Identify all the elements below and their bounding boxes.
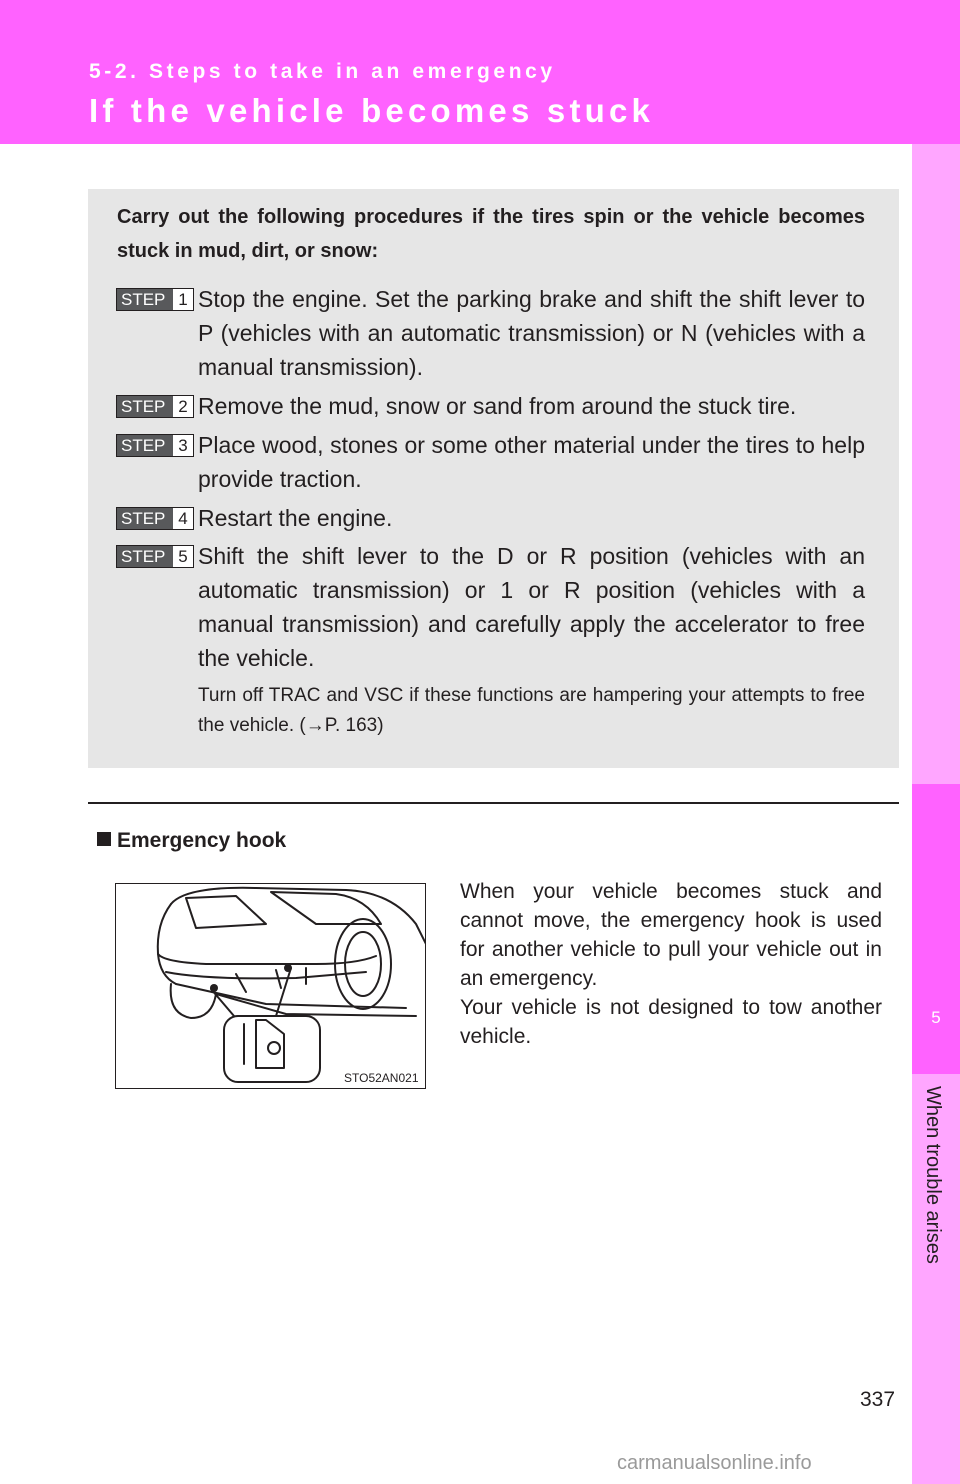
bullet-square-icon bbox=[97, 832, 111, 846]
subsection-heading bbox=[97, 829, 286, 853]
emergency-hook-description bbox=[460, 877, 882, 1051]
page-title: If the vehicle becomes stuck bbox=[89, 92, 655, 129]
description-paragraph: When your vehicle becomes stuck and cannot move, the emergency hook is used for another vehicle to pull your vehicle out in an emergency. bbox=[460, 880, 882, 990]
vehicle-underside-drawing bbox=[116, 884, 426, 1089]
subsection-heading-text: Emergency hook bbox=[117, 829, 287, 852]
step-number: 5 bbox=[173, 546, 193, 567]
watermark: carmanualsonline.info bbox=[617, 1452, 812, 1474]
step-text: Remove the mud, snow or sand from around the stuck tire. bbox=[198, 393, 797, 419]
step-badge bbox=[116, 507, 194, 530]
step-4 bbox=[116, 501, 876, 535]
section-divider bbox=[88, 802, 899, 804]
step-number: 2 bbox=[173, 396, 193, 417]
step-1 bbox=[116, 282, 876, 384]
step-text: Shift the shift lever to the D or R position (vehicles with an automatic transmission) or 1 or R position (vehicles with a manual transmission) and carefully apply the accelerator to free the vehicle. bbox=[198, 543, 865, 671]
step-number: 1 bbox=[173, 289, 193, 310]
description-paragraph: Your vehicle is not designed to tow another vehicle. bbox=[460, 996, 882, 1048]
chapter-highlight bbox=[912, 784, 960, 1074]
procedure-intro: Carry out the following procedures if the tires spin or the vehicle becomes stuck in mud, dirt, or snow: bbox=[117, 206, 865, 262]
step-badge bbox=[116, 288, 194, 311]
step-word: STEP bbox=[117, 396, 173, 417]
step-word: STEP bbox=[117, 546, 173, 567]
chapter-side-tab[interactable] bbox=[912, 144, 960, 1484]
step-number: 4 bbox=[173, 508, 193, 529]
page-header bbox=[0, 0, 960, 144]
emergency-hook-illustration bbox=[115, 883, 426, 1089]
page-number: 337 bbox=[860, 1388, 896, 1411]
figure-code: STO52AN021 bbox=[344, 1071, 419, 1085]
step-badge bbox=[116, 434, 194, 457]
step-text: Restart the engine. bbox=[198, 505, 393, 531]
step-word: STEP bbox=[117, 289, 173, 310]
step-5 bbox=[116, 539, 876, 675]
step-2 bbox=[116, 389, 876, 423]
step-badge bbox=[116, 395, 194, 418]
section-title: 5-2. Steps to take in an emergency bbox=[89, 60, 556, 83]
chapter-label: When trouble arises bbox=[922, 1086, 944, 1264]
step-number: 3 bbox=[173, 435, 193, 456]
chapter-number: 5 bbox=[931, 1008, 941, 1027]
step-word: STEP bbox=[117, 435, 173, 456]
step-word: STEP bbox=[117, 508, 173, 529]
procedure-note: Turn off TRAC and VSC if these functions are hampering your attempts to free the vehicle. (→P. 163) bbox=[198, 685, 865, 736]
step-3 bbox=[116, 428, 876, 496]
step-text: Stop the engine. Set the parking brake and shift the shift lever to P (vehicles with an automatic transmission) or N (vehicles with a manual transmission). bbox=[198, 286, 865, 380]
step-badge bbox=[116, 545, 194, 568]
step-text: Place wood, stones or some other material under the tires to help provide traction. bbox=[198, 432, 865, 492]
